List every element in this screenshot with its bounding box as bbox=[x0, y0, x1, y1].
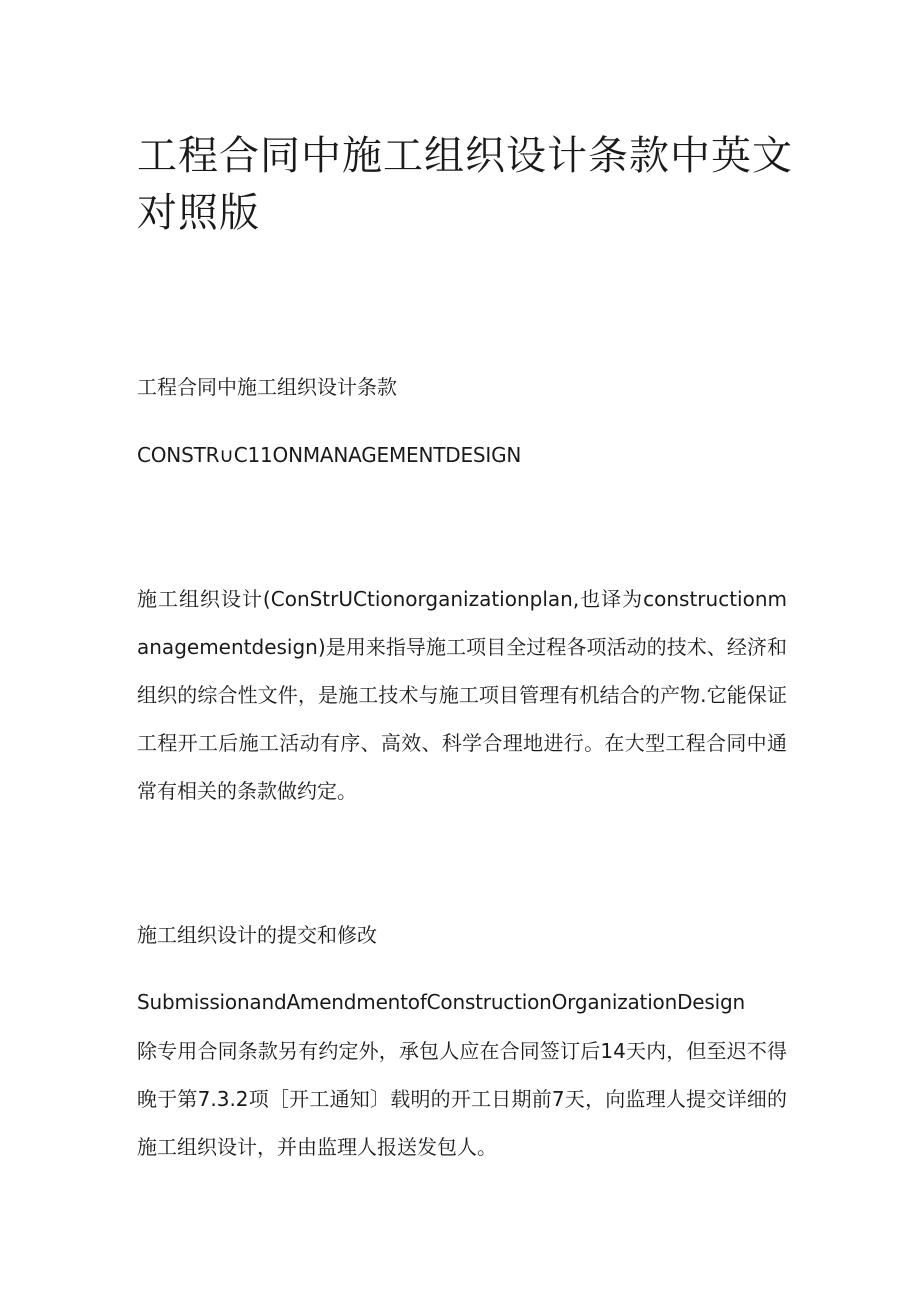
section2-heading-en: SubmissionandAmendmentofConstructionOrganizationDesign bbox=[137, 990, 745, 1014]
section2-body: 除专用合同条款另有约定外，承包人应在合同签订后14天内，但至迟不得晚于第7.3.2项［开工通知〕载明的开工日期前7天，向监理人提交详细的施工组织设计，并由监理人报送发包人。 bbox=[137, 1039, 787, 1159]
section1-heading-en: CONSTR∪C11ONMANAGEMENTDESIGN bbox=[137, 443, 522, 467]
document-title: 工程合同中施工组织设计条款中英文对照版 bbox=[137, 133, 793, 236]
section1-body: 施工组织设计(ConStrUCtionorganizationplan,也译为constructionmanagementdesign)是用来指导施工项目全过程各项活动的技术、经济和组织的综合性文件，是施工技术与施工项目管理有机结合的产物.它能保证工程开工后施工活动有序、高效、科学合理地进行。在大型工程合同中通常有相关的条款做约定。 bbox=[137, 587, 787, 803]
section1-heading-zh: 工程合同中施工组织设计条款 bbox=[137, 375, 397, 399]
section2-heading-zh: 施工组织设计的提交和修改 bbox=[137, 923, 377, 947]
